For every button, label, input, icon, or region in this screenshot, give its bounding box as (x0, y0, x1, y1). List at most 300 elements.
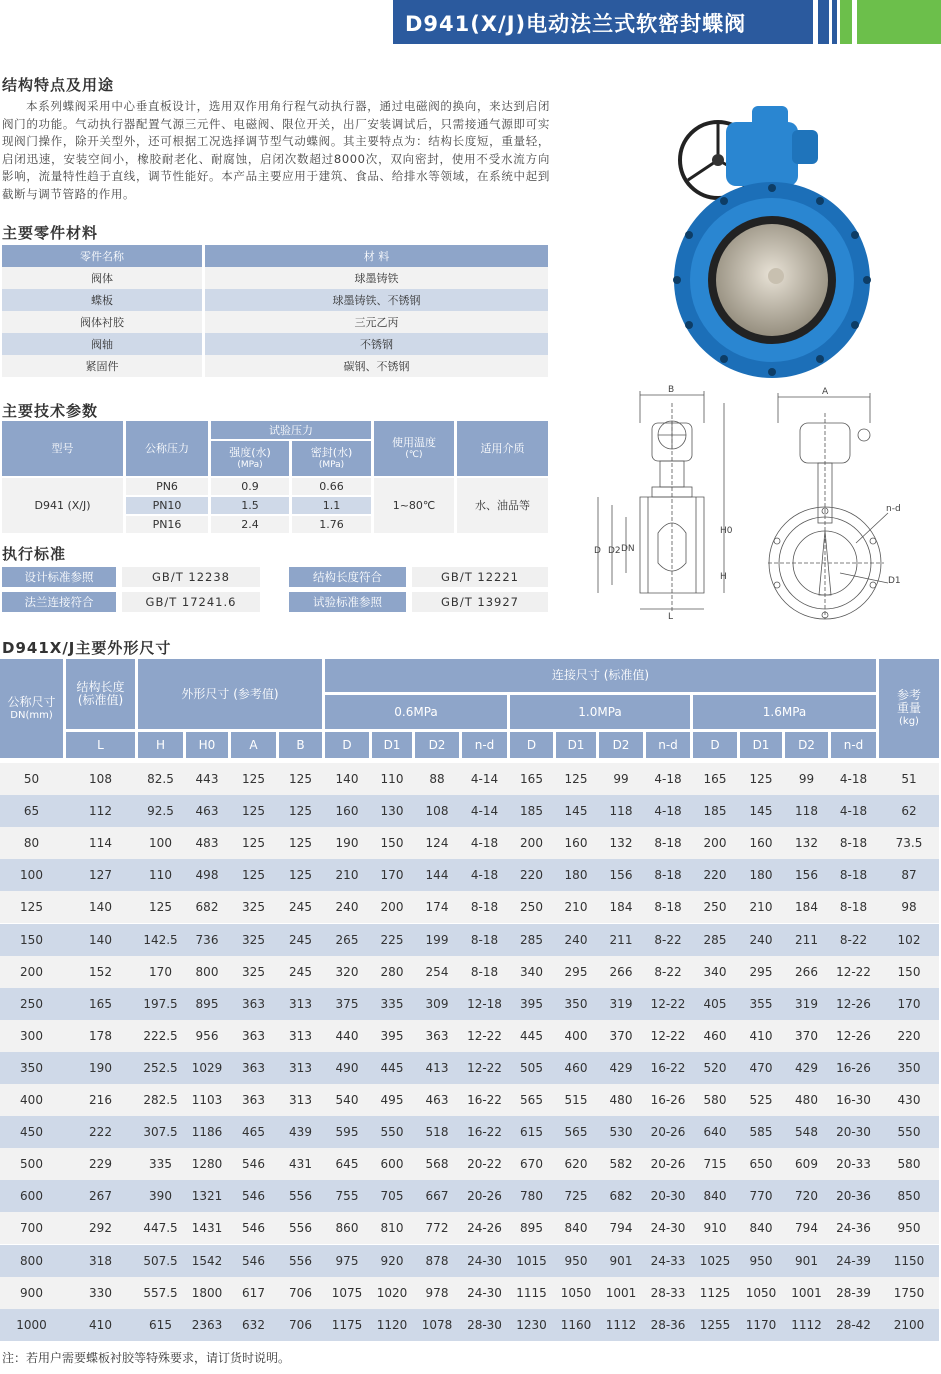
table-cell: 216 (89, 1093, 112, 1107)
table-cell: 20-22 (467, 1157, 502, 1172)
table-cell: 125 (242, 868, 265, 883)
table-cell: 1001 (605, 1285, 637, 1300)
standards-title: 执行标准 (2, 545, 67, 563)
table-cell: 313 (289, 996, 312, 1011)
drawing-label-h: H (720, 572, 727, 582)
table-cell: 335 (380, 996, 404, 1011)
table-cell: 600 (380, 1157, 404, 1172)
table-cell: 82.5 (147, 772, 174, 786)
table-cell: 245 (289, 932, 312, 947)
table-cell: 650 (749, 1157, 773, 1172)
table-cell: 200 (703, 836, 727, 851)
table-cell: 585 (749, 1125, 773, 1140)
table-cell: 556 (289, 1221, 312, 1236)
table-cell: 950 (749, 1253, 773, 1268)
table-cell: 20-30 (650, 1189, 686, 1204)
dims-subheader: D1 (740, 732, 782, 758)
dims-header-length-label: 结构长度 (76, 680, 125, 694)
table-cell: 8-18 (470, 932, 499, 947)
material-value: 球墨铸铁 (205, 267, 548, 289)
table-cell: 210 (335, 868, 359, 883)
table-cell: 840 (749, 1221, 773, 1236)
table-cell: 73.5 (895, 836, 923, 851)
table-cell: 720 (795, 1189, 818, 1204)
table-cell: 127 (89, 868, 112, 883)
table-cell: 245 (289, 900, 312, 915)
table-cell: 480 (795, 1093, 818, 1107)
table-cell: 211 (609, 932, 633, 947)
table-cell: 715 (703, 1157, 727, 1172)
material-part: 紧固件 (2, 355, 202, 377)
dimensions-table (0, 659, 939, 1339)
table-cell: 252.5 (143, 1060, 178, 1075)
table-cell: 800 (195, 964, 219, 979)
table-cell: 170 (380, 868, 404, 883)
table-cell: 794 (795, 1221, 818, 1236)
table-cell: 530 (609, 1125, 633, 1140)
table-cell: 350 (20, 1060, 43, 1075)
table-cell: 152 (89, 964, 112, 979)
table-cell: 240 (749, 932, 773, 947)
table-cell: 229 (89, 1157, 112, 1172)
dims-subheader: H0 (186, 732, 228, 758)
dims-header-dn-unit: DN(mm) (10, 709, 53, 721)
table-cell: 810 (380, 1221, 404, 1236)
table-cell: 413 (425, 1060, 449, 1075)
table-row (0, 763, 939, 795)
table-cell: 220 (703, 868, 727, 883)
drawing-label-h0: H0 (720, 526, 733, 536)
table-cell: 463 (195, 804, 219, 819)
table-cell: 430 (897, 1093, 921, 1107)
dims-subheader: D2 (599, 732, 643, 758)
table-cell: 28-33 (650, 1285, 686, 1300)
table-cell: 395 (380, 1028, 404, 1043)
drawing-label-l: L (668, 612, 674, 622)
tech-strength: 2.4 (211, 516, 289, 533)
material-value: 不锈钢 (205, 333, 548, 355)
table-row (0, 891, 939, 923)
table-cell: 118 (795, 804, 818, 819)
table-cell: 978 (425, 1285, 449, 1300)
table-row (0, 1277, 939, 1309)
table-cell: 800 (20, 1253, 43, 1268)
table-cell: 565 (520, 1093, 543, 1107)
table-cell: 878 (425, 1253, 449, 1268)
table-cell: 445 (520, 1028, 543, 1043)
table-cell: 140 (89, 932, 112, 947)
table-cell: 370 (609, 1028, 633, 1043)
table-cell: 24-26 (467, 1221, 502, 1236)
material-part: 阀体衬胶 (2, 311, 202, 333)
table-cell: 450 (20, 1125, 43, 1140)
table-cell: 609 (795, 1157, 818, 1172)
table-cell: 8-18 (839, 836, 868, 851)
tech-pn: PN10 (126, 497, 208, 514)
table-cell: 210 (749, 900, 773, 915)
table-cell: 780 (520, 1189, 543, 1204)
table-cell: 250 (703, 900, 727, 915)
tech-header-temp (374, 421, 454, 476)
table-cell: 557.5 (143, 1285, 178, 1300)
table-cell: 447.5 (143, 1221, 178, 1236)
table-cell: 266 (795, 964, 818, 979)
table-cell: 250 (520, 900, 543, 915)
table-cell: 240 (564, 932, 588, 947)
dims-header-conn: 连接尺寸 (标准值) (325, 659, 876, 692)
table-cell: 645 (335, 1157, 359, 1172)
table-cell: 1255 (699, 1317, 731, 1332)
table-cell: 125 (242, 772, 265, 786)
table-cell: 307.5 (143, 1125, 178, 1140)
table-cell: 280 (380, 964, 404, 979)
materials-title: 主要零件材料 (2, 224, 99, 242)
table-cell: 12-26 (836, 996, 871, 1011)
table-cell: 550 (897, 1125, 921, 1140)
table-row (0, 1020, 939, 1052)
table-cell: 580 (703, 1093, 727, 1107)
table-cell: 99 (798, 772, 815, 786)
table-cell: 956 (195, 1028, 219, 1043)
table-cell: 12-22 (836, 964, 871, 979)
table-cell: 4-18 (470, 868, 499, 883)
table-row (0, 924, 939, 956)
intro-title: 结构特点及用途 (2, 76, 115, 94)
drawing-label-nd: n-d (886, 504, 901, 514)
footnote: 注：若用户需要蝶板衬胶等特殊要求，请订货时说明。 (2, 1351, 291, 1365)
table-cell: 8-18 (839, 868, 868, 883)
table-cell: 1125 (699, 1285, 731, 1300)
table-cell: 405 (703, 996, 727, 1011)
tech-header-seal (292, 441, 371, 476)
tech-temp: 1~80℃ (374, 478, 454, 533)
table-cell: 220 (520, 868, 543, 883)
table-cell: 12-22 (467, 1028, 502, 1043)
table-cell: 118 (609, 804, 633, 819)
table-cell: 16-30 (836, 1093, 871, 1107)
table-cell: 185 (520, 804, 543, 819)
table-cell: 340 (520, 964, 543, 979)
table-cell: 895 (520, 1221, 543, 1236)
table-cell: 282.5 (143, 1093, 178, 1107)
table-cell: 112 (89, 804, 112, 819)
table-cell: 1015 (516, 1253, 547, 1268)
table-row (0, 827, 939, 859)
tech-pn: PN6 (126, 478, 208, 495)
table-cell: 88 (429, 772, 445, 786)
table-cell: 102 (897, 932, 921, 947)
table-cell: 125 (289, 804, 312, 819)
table-cell: 8-18 (654, 900, 682, 915)
table-cell: 725 (564, 1189, 588, 1204)
table-row (0, 1116, 939, 1148)
table-cell: 632 (242, 1317, 265, 1332)
table-cell: 110 (149, 868, 172, 883)
table-cell: 300 (20, 1028, 43, 1043)
table-cell: 540 (335, 1093, 359, 1107)
table-cell: 4-14 (470, 804, 499, 819)
table-cell: 1800 (191, 1285, 223, 1300)
table-cell: 700 (20, 1221, 43, 1236)
dims-subheader: D (693, 732, 737, 758)
table-cell: 706 (289, 1317, 312, 1332)
table-cell: 520 (703, 1060, 727, 1075)
header-stripe-blue (818, 0, 829, 44)
table-row (0, 859, 939, 891)
tech-header-strength-label: 强度(水) (229, 445, 271, 459)
header-stripe-green-wide (857, 0, 941, 44)
table-cell: 546 (242, 1221, 265, 1236)
table-cell: 98 (901, 900, 917, 915)
table-cell: 1001 (791, 1285, 822, 1300)
standard-value: GB/T 12221 (412, 567, 548, 587)
table-cell: 200 (380, 900, 404, 915)
table-cell: 295 (749, 964, 773, 979)
table-cell: 1050 (560, 1285, 592, 1300)
table-cell: 150 (897, 964, 921, 979)
table-cell: 80 (23, 836, 40, 851)
table-cell: 1078 (421, 1317, 453, 1332)
table-cell: 108 (89, 772, 112, 786)
table-cell: 309 (425, 996, 449, 1011)
table-cell: 125 (242, 836, 265, 851)
table-cell: 184 (609, 900, 633, 915)
table-cell: 363 (242, 996, 265, 1011)
table-cell: 950 (564, 1253, 588, 1268)
table-cell: 313 (289, 1028, 312, 1043)
table-cell: 546 (242, 1189, 265, 1204)
tech-header-model: 型号 (2, 421, 123, 476)
table-cell: 615 (520, 1125, 543, 1140)
table-cell: 615 (149, 1317, 172, 1332)
table-cell: 850 (897, 1189, 921, 1204)
table-cell: 12-22 (650, 1028, 686, 1043)
table-cell: 8-18 (654, 868, 682, 883)
table-cell: 245 (289, 964, 312, 979)
dims-subheader: D (325, 732, 369, 758)
table-cell: 460 (564, 1060, 588, 1075)
table-cell: 200 (520, 836, 543, 851)
table-row (2, 355, 548, 377)
table-cell: 125 (289, 772, 312, 786)
table-cell: 556 (289, 1189, 312, 1204)
table-cell: 292 (89, 1221, 112, 1236)
table-cell: 28-30 (467, 1317, 502, 1332)
table-cell: 16-26 (836, 1060, 871, 1075)
table-cell: 920 (380, 1253, 404, 1268)
table-cell: 184 (795, 900, 818, 915)
table-cell: 318 (89, 1253, 112, 1268)
material-part: 蝶板 (2, 289, 202, 311)
table-cell: 910 (703, 1221, 727, 1236)
table-row (2, 333, 548, 355)
dims-subheader: D (510, 732, 553, 758)
table-cell: 144 (425, 868, 449, 883)
header-band (393, 0, 813, 44)
table-cell: 370 (795, 1028, 818, 1043)
table-cell: 350 (564, 996, 588, 1011)
dims-subheader: D1 (372, 732, 412, 758)
table-cell: 250 (20, 996, 43, 1011)
table-cell: 20-26 (650, 1157, 686, 1172)
table-cell: 1115 (516, 1285, 547, 1300)
table-cell: 24-30 (467, 1253, 502, 1268)
table-cell: 20-26 (467, 1189, 502, 1204)
dims-subheader: H (138, 732, 183, 758)
table-cell: 363 (242, 1060, 265, 1075)
table-cell: 125 (149, 900, 172, 915)
table-cell: 901 (795, 1253, 818, 1268)
table-row (0, 1309, 939, 1341)
table-cell: 24-30 (467, 1285, 502, 1300)
tech-header-medium: 适用介质 (457, 421, 548, 476)
table-cell: 1750 (893, 1285, 925, 1300)
dims-subheader: B (279, 732, 322, 758)
table-cell: 325 (242, 932, 265, 947)
table-cell: 156 (795, 868, 818, 883)
table-cell: 480 (609, 1093, 633, 1107)
table-cell: 840 (703, 1189, 727, 1204)
table-cell: 410 (749, 1028, 773, 1043)
table-cell: 16-22 (467, 1093, 502, 1107)
table-cell: 1321 (191, 1189, 223, 1204)
table-cell: 28-39 (836, 1285, 871, 1300)
standard-value: GB/T 12238 (122, 567, 260, 587)
table-row (0, 956, 939, 988)
dims-header-p10: 1.0MPa (510, 695, 690, 729)
table-cell: 975 (335, 1253, 359, 1268)
table-cell: 125 (20, 900, 43, 915)
dims-subheader: n-d (646, 732, 690, 758)
materials-header-material: 材 料 (205, 245, 548, 267)
dims-subheader: D2 (785, 732, 828, 758)
table-cell: 160 (564, 836, 588, 851)
table-cell: 950 (897, 1221, 921, 1236)
table-cell: 20-30 (836, 1125, 871, 1140)
table-cell: 222.5 (143, 1028, 178, 1043)
table-cell: 8-18 (654, 836, 682, 851)
table-cell: 125 (289, 836, 312, 851)
table-cell: 463 (425, 1093, 449, 1107)
table-cell: 4-18 (654, 804, 682, 819)
table-cell: 28-36 (650, 1317, 686, 1332)
dims-subheader: n-d (462, 732, 507, 758)
table-cell: 4-18 (654, 772, 682, 786)
table-cell: 1170 (745, 1317, 777, 1332)
table-cell: 199 (425, 932, 449, 947)
tech-title: 主要技术参数 (2, 402, 99, 420)
table-cell: 65 (23, 804, 40, 819)
tech-medium: 水、油品等 (457, 478, 548, 533)
table-cell: 145 (749, 804, 773, 819)
table-row (2, 267, 548, 289)
table-cell: 755 (335, 1189, 359, 1204)
intro-text: 本系列蝶阀采用中心垂直板设计，选用双作用角行程气动执行器，通过电磁阀的换向，来达到启闭阀门的功能。气动执行器配置气源三元件、电磁阀、限位开关，出厂安装调试后，只需接通气源即可实现阀门操作，除开关型外，还可根据工况选择调节型气动蝶阀。其主要特点为：结构长度短，重量轻，启闭迅速，安装空间小，橡胶耐老化、耐腐蚀，启闭次数超过8000次，双向密封，使用不受水流方向影响，流量特性趋于直线，调节性能好。本产品主要应用于建筑、食品、给排水等领域，在系统中起到截断与调节管路的作用。 (2, 99, 550, 201)
table-cell: 20-36 (836, 1189, 871, 1204)
table-cell: 1103 (191, 1093, 223, 1107)
table-cell: 4-18 (839, 804, 868, 819)
table-cell: 320 (335, 964, 359, 979)
table-cell: 210 (564, 900, 588, 915)
table-cell: 24-36 (836, 1221, 871, 1236)
table-cell: 505 (520, 1060, 543, 1075)
material-part: 阀体 (2, 267, 202, 289)
table-cell: 8-22 (839, 932, 868, 947)
table-cell: 431 (289, 1157, 312, 1172)
table-cell: 1160 (560, 1317, 592, 1332)
dims-header-p06: 0.6MPa (325, 695, 507, 729)
materials-header-row (2, 245, 548, 267)
material-part: 阀轴 (2, 333, 202, 355)
dims-subheader: A (231, 732, 276, 758)
table-cell: 225 (380, 932, 404, 947)
table-cell: 12-26 (836, 1028, 871, 1043)
dims-header-weight (879, 659, 939, 758)
table-cell: 325 (242, 964, 265, 979)
table-cell: 1029 (191, 1060, 223, 1075)
table-cell: 8-18 (470, 964, 499, 979)
table-cell: 319 (795, 996, 818, 1011)
tech-model: D941 (X/J) (2, 478, 123, 533)
standard-value: GB/T 13927 (412, 592, 548, 612)
table-cell: 62 (901, 804, 917, 819)
table-cell: 99 (613, 772, 629, 786)
table-cell: 1230 (516, 1317, 547, 1332)
tech-strength: 1.5 (211, 497, 289, 514)
table-cell: 12-18 (467, 996, 502, 1011)
table-cell: 445 (380, 1060, 404, 1075)
table-cell: 580 (897, 1157, 921, 1172)
table-cell: 640 (703, 1125, 727, 1140)
table-cell: 1000 (16, 1317, 47, 1332)
table-row (0, 1084, 939, 1116)
table-cell: 295 (564, 964, 588, 979)
table-cell: 1112 (791, 1317, 822, 1332)
table-cell: 110 (380, 772, 404, 786)
table-cell: 180 (564, 868, 588, 883)
table-cell: 24-30 (650, 1221, 686, 1236)
table-cell: 705 (380, 1189, 404, 1204)
table-cell: 895 (195, 996, 219, 1011)
table-cell: 125 (749, 772, 773, 786)
table-cell: 390 (149, 1189, 172, 1204)
table-cell: 165 (703, 772, 727, 786)
table-cell: 1112 (605, 1317, 637, 1332)
dims-subheader: D2 (415, 732, 459, 758)
tech-strength: 0.9 (211, 478, 289, 495)
table-cell: 443 (195, 772, 219, 786)
table-cell: 460 (703, 1028, 727, 1043)
table-cell: 736 (195, 932, 219, 947)
table-cell: 617 (242, 1285, 265, 1300)
table-cell: 548 (795, 1125, 818, 1140)
drawing-label-d2: D2 (608, 546, 621, 556)
table-cell: 12-22 (650, 996, 686, 1011)
table-cell: 565 (564, 1125, 588, 1140)
table-cell: 429 (609, 1060, 633, 1075)
table-cell: 568 (425, 1157, 449, 1172)
table-row (0, 988, 939, 1020)
table-cell: 51 (901, 772, 917, 786)
table-cell: 1120 (376, 1317, 408, 1332)
drawing-label-d: D (594, 546, 601, 556)
table-cell: 132 (609, 836, 633, 851)
table-cell: 8-18 (470, 900, 499, 915)
table-cell: 16-22 (650, 1060, 686, 1075)
table-cell: 595 (335, 1125, 359, 1140)
table-cell: 1175 (331, 1317, 363, 1332)
table-row (2, 289, 548, 311)
